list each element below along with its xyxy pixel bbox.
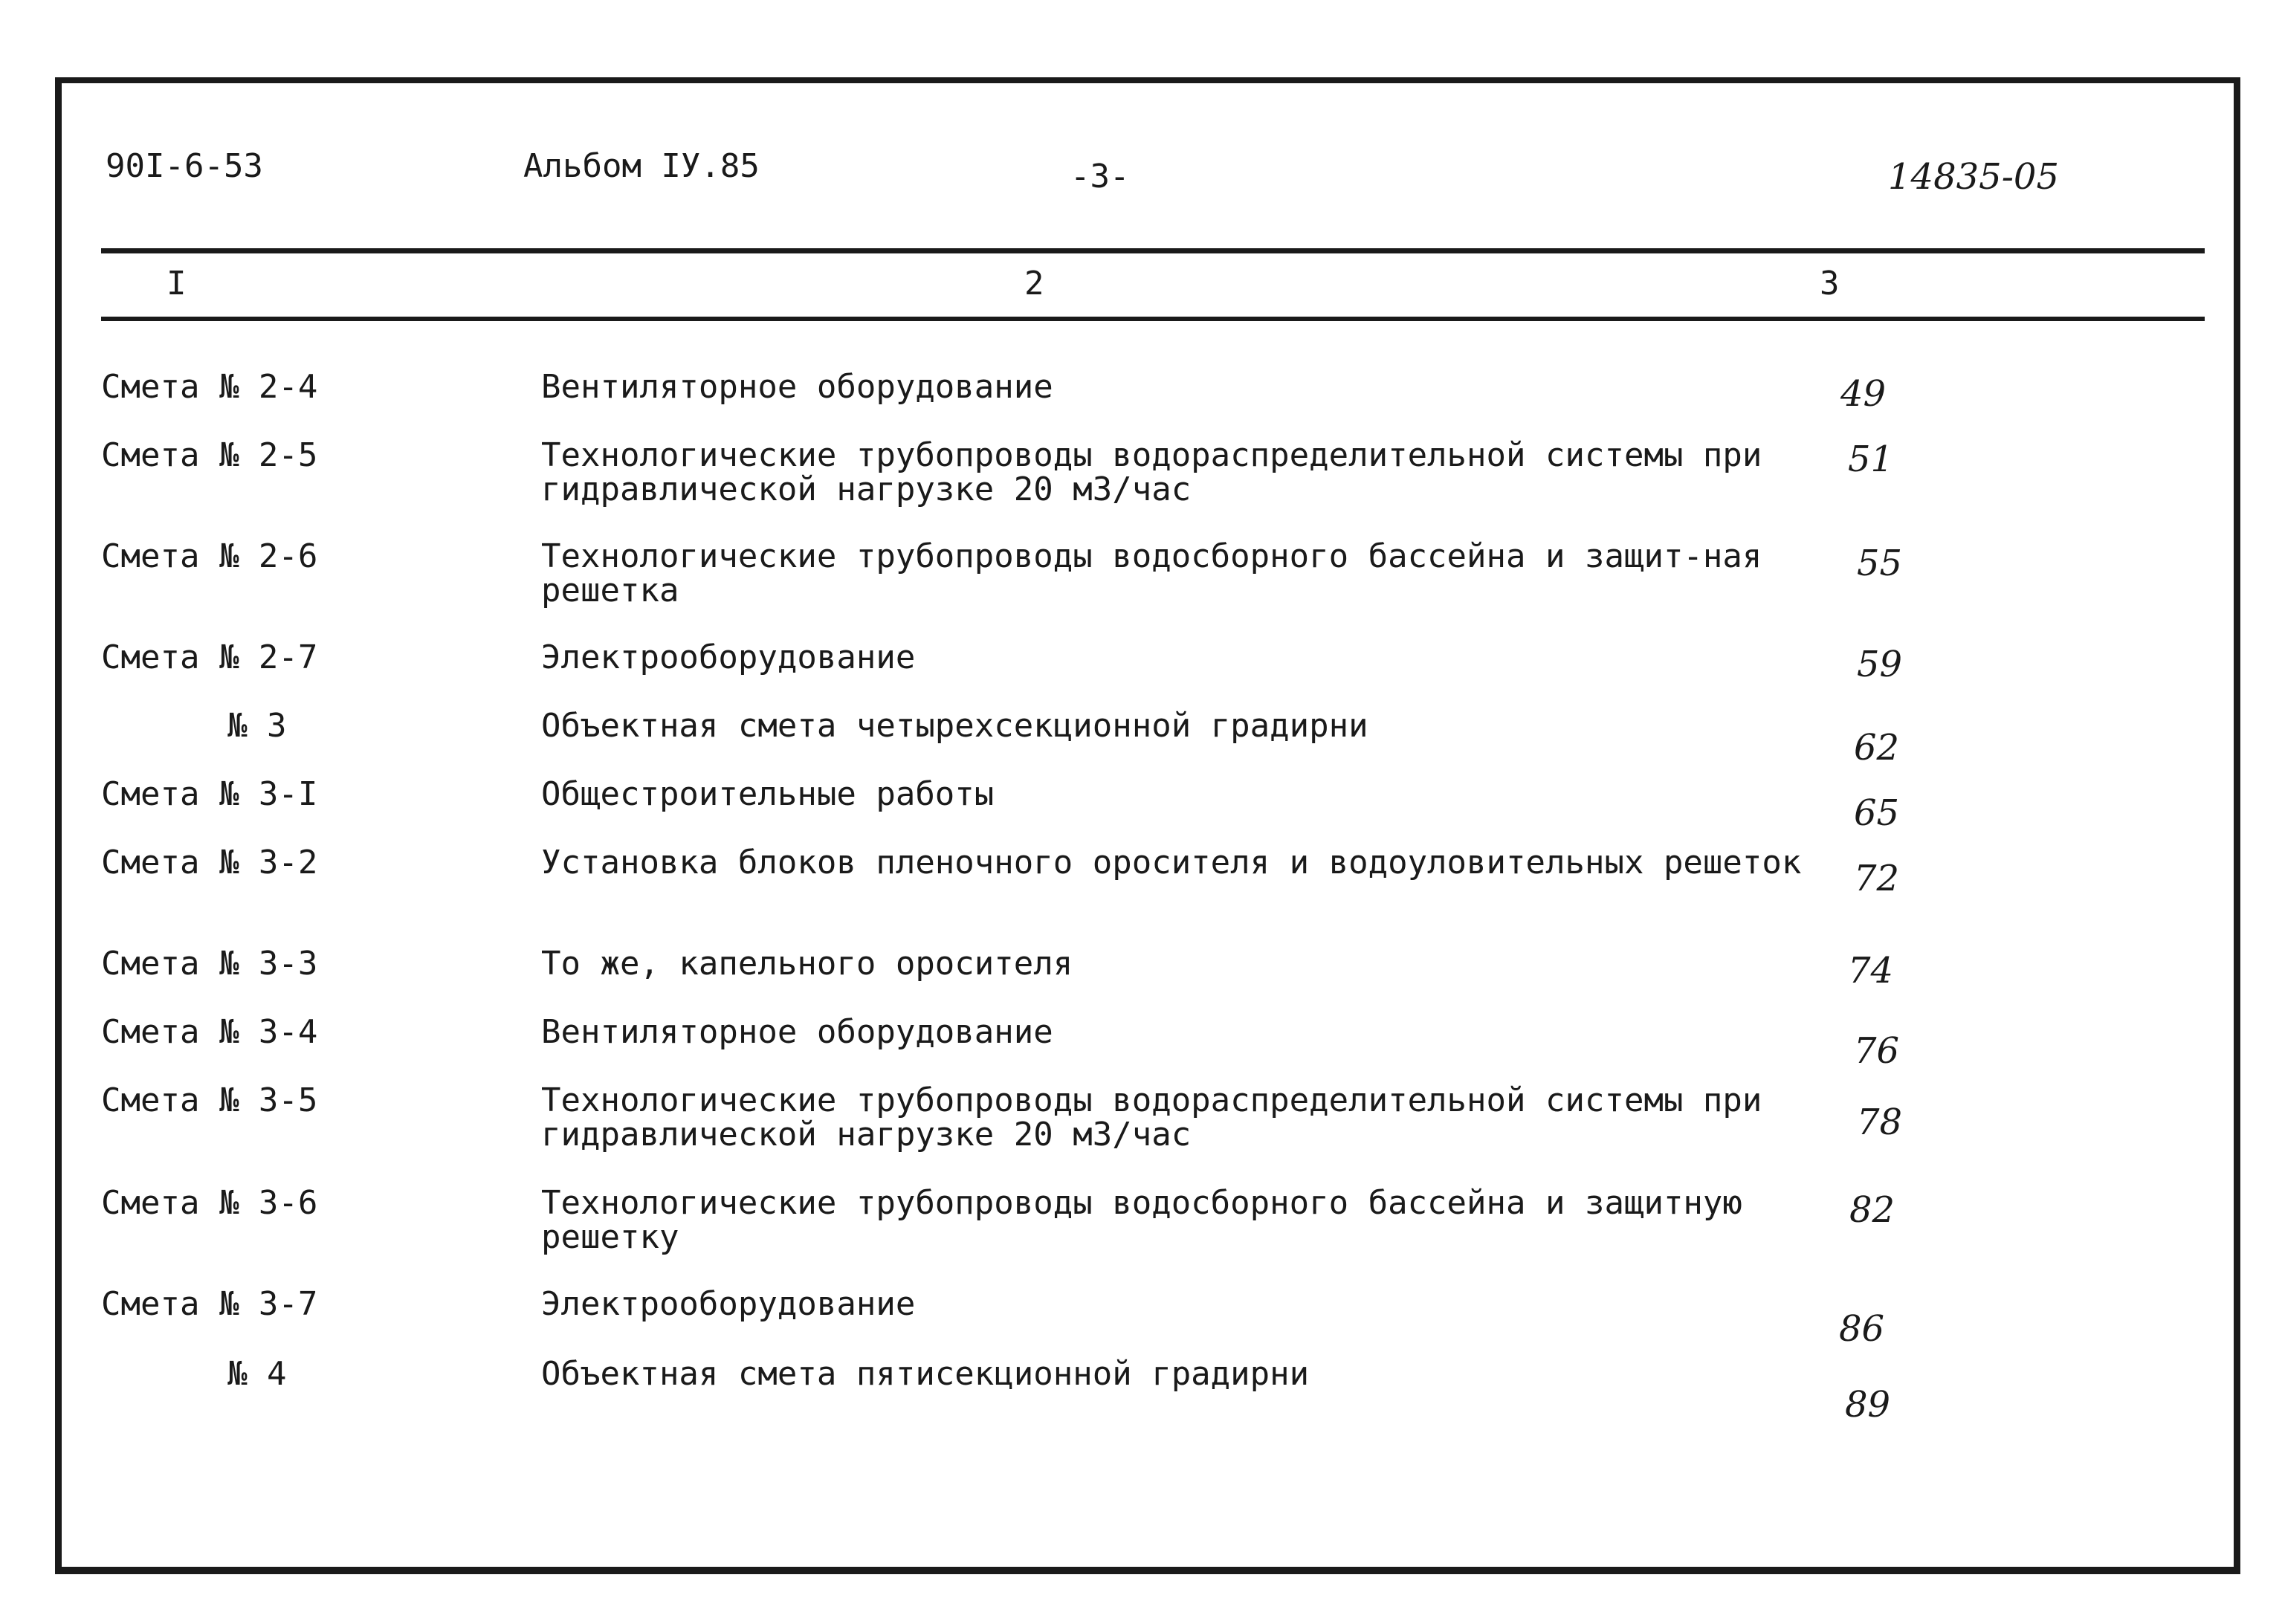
table-row xyxy=(101,1081,2182,1154)
page-ref: 62 xyxy=(1854,727,1900,769)
page-ref: 55 xyxy=(1857,543,1903,584)
page-ref: 49 xyxy=(1840,373,1887,415)
table-row xyxy=(101,777,2182,837)
table-row xyxy=(101,436,2182,508)
page-ref: 59 xyxy=(1857,644,1903,685)
table-row xyxy=(101,709,2182,769)
page-ref: 74 xyxy=(1848,950,1894,991)
column-header-2: 2 xyxy=(1024,265,1044,303)
table-row xyxy=(101,846,2182,905)
page-ref: 51 xyxy=(1848,439,1894,480)
estimate-code: Смета № 3-7 xyxy=(101,1285,318,1323)
table-row xyxy=(101,1355,2182,1426)
page-ref: 72 xyxy=(1854,858,1900,899)
estimate-title: Установка блоков пленочного оросителя и водоуловительных решеток xyxy=(541,844,1802,881)
page-ref: 65 xyxy=(1854,792,1900,834)
estimate-title: Объектная смета четырехсекционной градирни xyxy=(541,707,1368,745)
table-row xyxy=(101,638,2182,700)
album-number: Альбом IУ.85 xyxy=(523,147,760,185)
estimate-code: Смета № 3-I xyxy=(101,775,318,813)
table-row xyxy=(101,947,2182,1006)
estimate-code: Смета № 2-7 xyxy=(101,638,318,676)
estimate-title: Вентиляторное оборудование xyxy=(541,368,1053,406)
estimate-code: Смета № 2-4 xyxy=(101,368,318,406)
estimate-code: Смета № 3-5 xyxy=(101,1081,318,1119)
page-ref: 78 xyxy=(1857,1101,1903,1143)
estimate-code: Смета № 2-6 xyxy=(101,537,318,575)
table-row xyxy=(101,1285,2182,1350)
table-header-rule xyxy=(101,317,2205,321)
estimate-code: Смета № 3-3 xyxy=(101,945,318,983)
estimate-title: То же, капельного оросителя xyxy=(541,945,1073,983)
page-ref: 89 xyxy=(1845,1384,1891,1426)
estimate-title: Технологические трубопроводы водосборного бассейна и защитную решетку xyxy=(541,1184,1742,1256)
table-top-rule xyxy=(101,248,2205,253)
table-row xyxy=(101,1015,2182,1075)
estimate-title: Технологические трубопроводы водораспределительной системы при гидравлической нагрузке 20 м3/час xyxy=(541,436,1762,508)
estimate-code: Смета № 3-6 xyxy=(101,1184,318,1222)
page-number: -3- xyxy=(1070,158,1130,195)
table-row xyxy=(101,537,2182,609)
archive-number: 14835-05 xyxy=(1888,156,2059,198)
estimate-code: № 3 xyxy=(227,707,287,745)
estimate-title: Электрооборудование xyxy=(541,638,916,676)
page-ref: 82 xyxy=(1849,1189,1895,1231)
estimate-code: Смета № 3-2 xyxy=(101,844,318,881)
estimate-title: Электрооборудование xyxy=(541,1285,916,1323)
estimate-title: Общестроительные работы xyxy=(541,775,995,813)
estimate-code: Смета № 2-5 xyxy=(101,436,318,474)
estimate-code: № 4 xyxy=(227,1355,287,1393)
table-row xyxy=(101,370,2182,430)
column-header-3: 3 xyxy=(1820,265,1840,303)
estimate-title: Технологические трубопроводы водораспределительной системы при гидравлической нагрузке 20 м3/час xyxy=(541,1081,1762,1154)
table-row xyxy=(101,1184,2182,1256)
estimate-title: Вентиляторное оборудование xyxy=(541,1013,1053,1051)
page-ref: 76 xyxy=(1854,1030,1900,1072)
page-ref: 86 xyxy=(1839,1308,1885,1350)
doc-code: 90I-6-53 xyxy=(106,147,263,185)
column-header-1: I xyxy=(167,265,187,303)
estimate-title: Технологические трубопроводы водосборного бассейна и защит-ная решетка xyxy=(541,537,1762,609)
estimate-code: Смета № 3-4 xyxy=(101,1013,318,1051)
estimate-title: Объектная смета пятисекционной градирни xyxy=(541,1355,1310,1393)
